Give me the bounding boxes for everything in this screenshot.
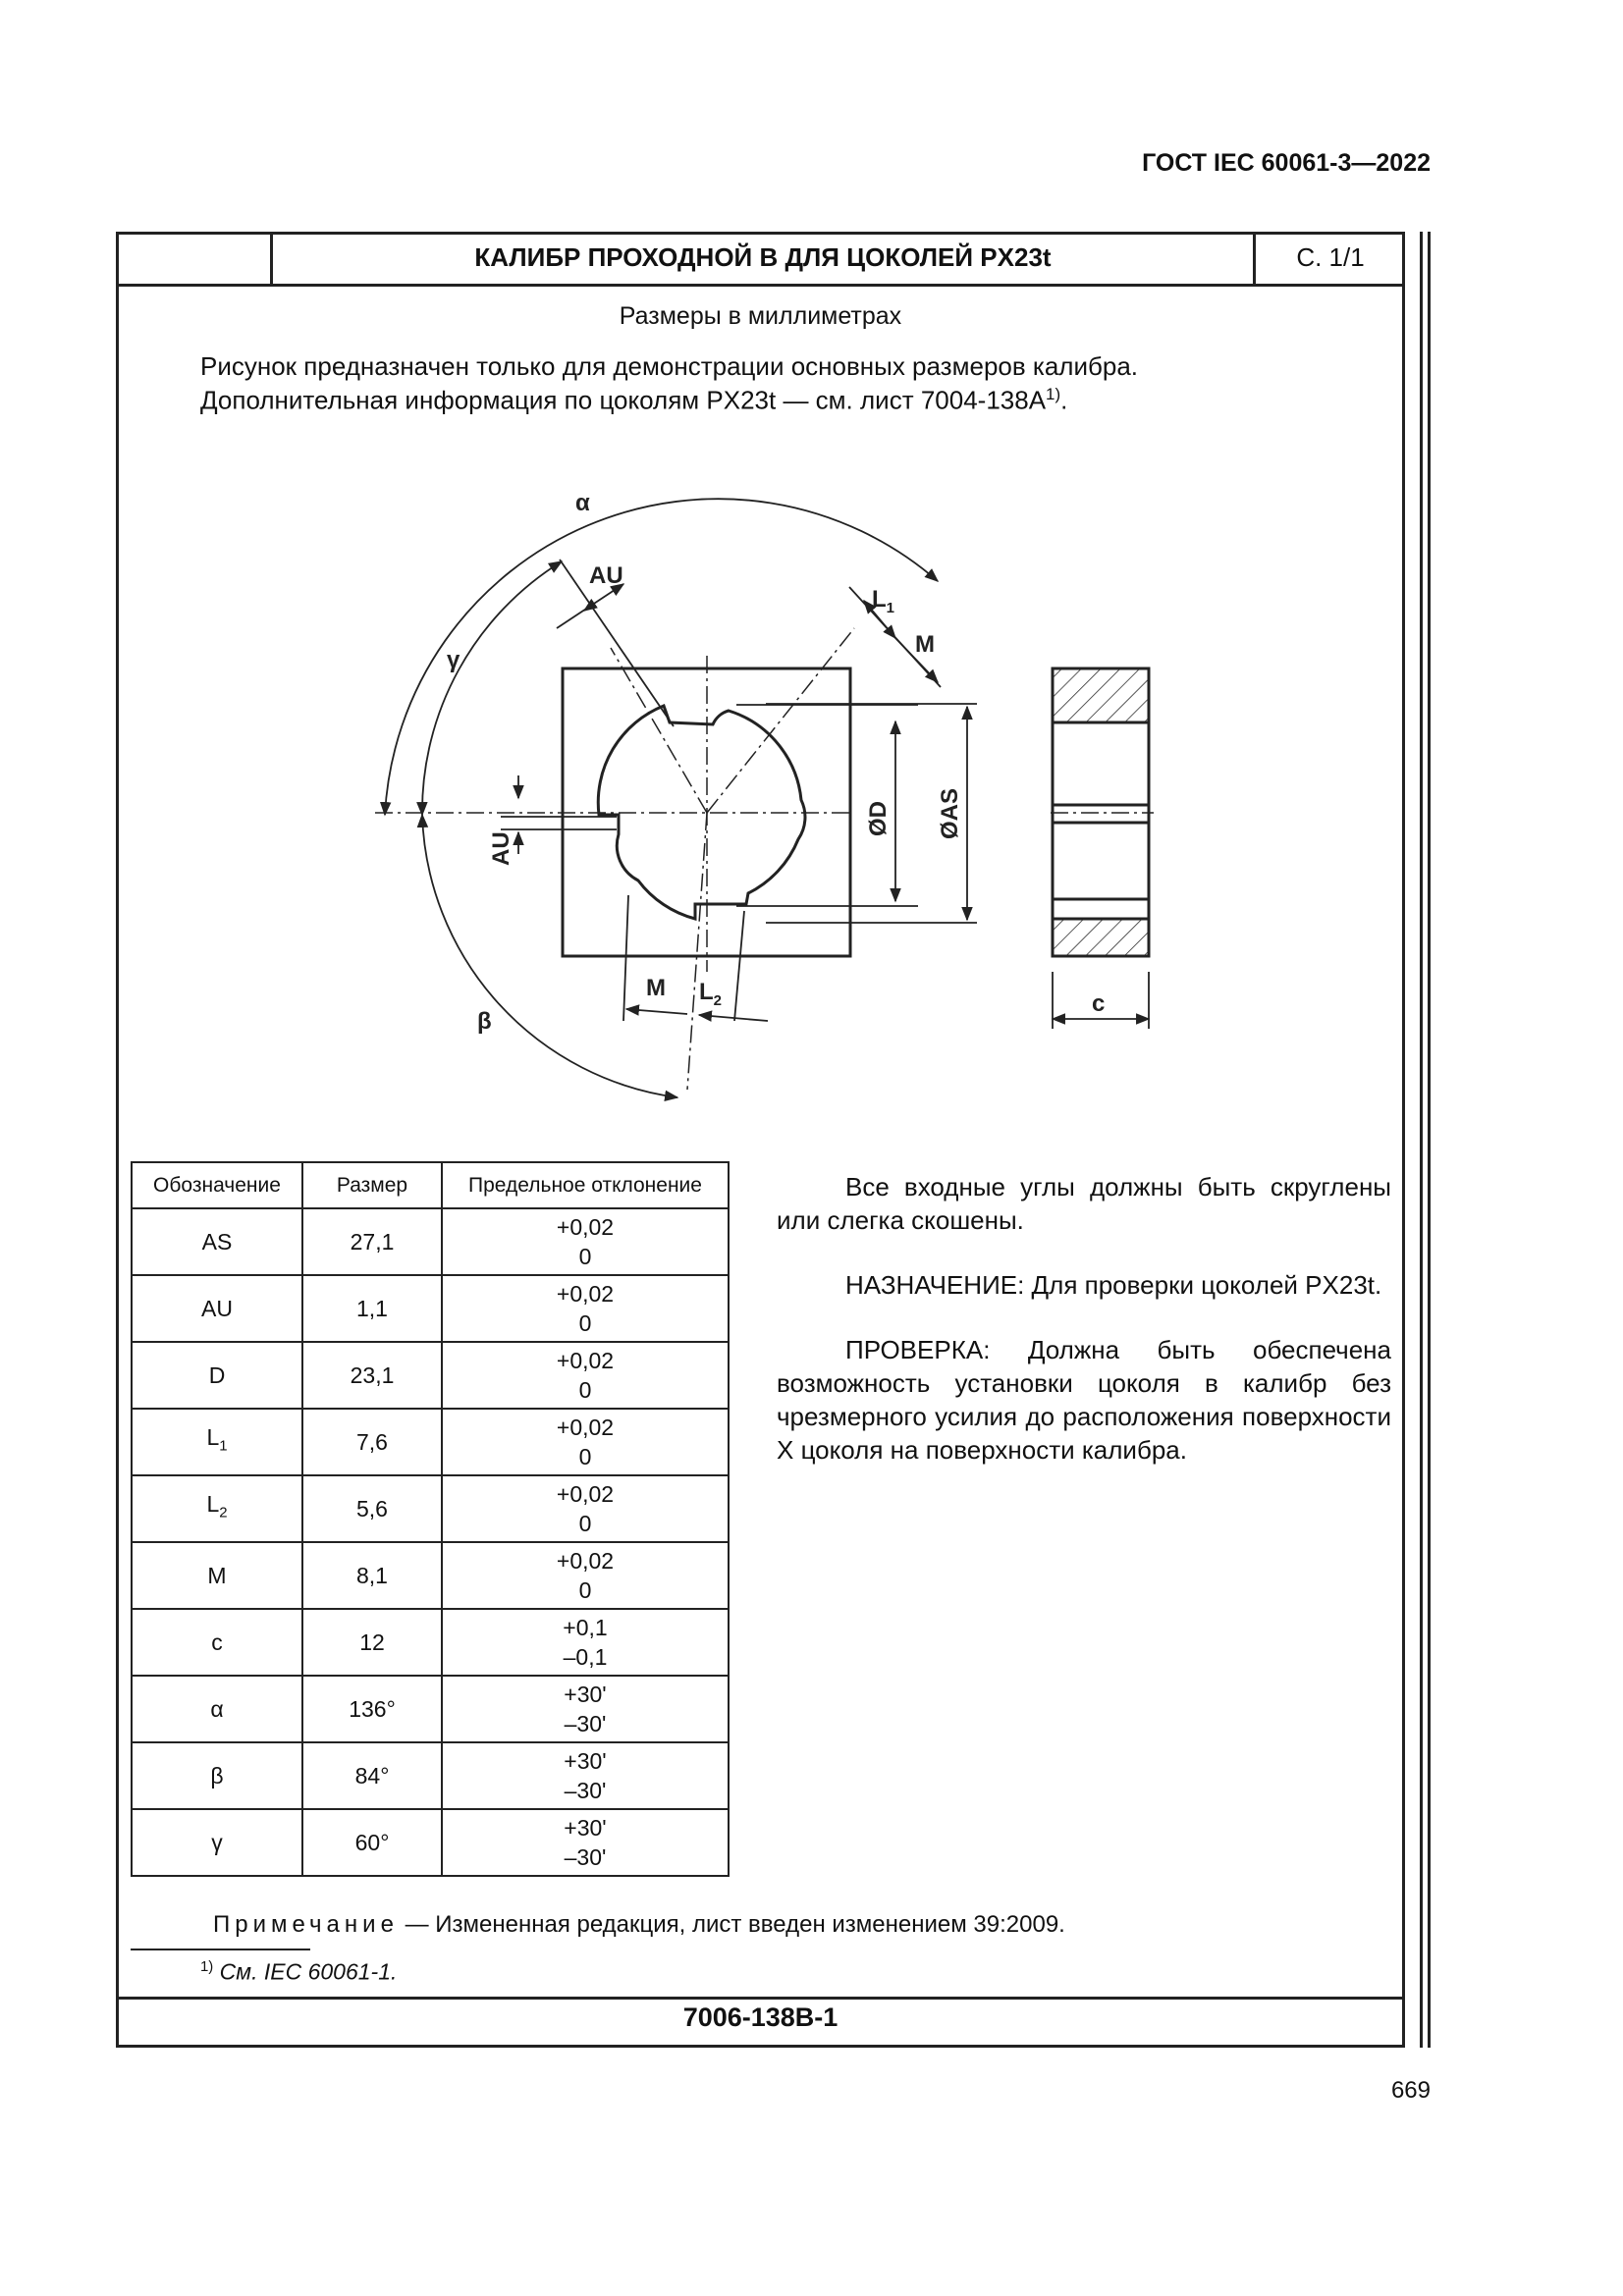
- side-section-middle: [1053, 805, 1149, 823]
- table-row: [132, 1676, 729, 1742]
- cell-size: 1,1: [302, 1275, 442, 1342]
- cell-size: 23,1: [302, 1342, 442, 1409]
- standard-code: ГОСТ IEC 60061-3—2022: [1142, 149, 1431, 177]
- side-section-lower: [1053, 823, 1149, 919]
- cell-size: 27,1: [302, 1208, 442, 1275]
- remark: Примечание — Измененная редакция, лист введен изменением 39:2009.: [213, 1911, 1065, 1938]
- cell-size: 84°: [302, 1742, 442, 1809]
- cell-designation: α: [132, 1676, 302, 1742]
- col-header-size: Размер: [302, 1162, 442, 1208]
- cell-designation: $L_1$: [132, 1409, 302, 1475]
- cell-tolerance: +30' –30': [442, 1742, 729, 1809]
- label-beta: β: [477, 1008, 492, 1035]
- cell-designation: c: [132, 1609, 302, 1676]
- cell-designation: AU: [132, 1275, 302, 1342]
- cell-tolerance: +30' –30': [442, 1809, 729, 1876]
- label-as: ØAS: [937, 787, 963, 839]
- margin-bar: [1420, 232, 1423, 2048]
- sheet-code: 7006-138В-1: [682, 2002, 839, 2032]
- note-purpose: НАЗНАЧЕНИЕ: Для проверки цоколей PX23t.: [845, 1270, 1382, 1300]
- cell-size: 7,6: [302, 1409, 442, 1475]
- label-l2: $L_2$: [699, 979, 723, 1009]
- notes-block: [777, 1170, 1391, 1498]
- table-row: [132, 1742, 729, 1809]
- intro-line-2: Дополнительная информация по цоколям PX23t — см. лист $7004-138А^{1)}$.: [200, 385, 1068, 415]
- table-row: [132, 1475, 729, 1542]
- table-row: [132, 1275, 729, 1342]
- cell-tolerance: +0,02 0: [442, 1542, 729, 1609]
- cell-tolerance: +0,02 0: [442, 1475, 729, 1542]
- label-gamma: γ: [447, 647, 460, 673]
- cell-size: 5,6: [302, 1475, 442, 1542]
- units-caption: Размеры в миллиметрах: [619, 302, 902, 330]
- table-header-row: [132, 1162, 729, 1208]
- cell-size: 136°: [302, 1676, 442, 1742]
- table-row: [132, 1409, 729, 1475]
- label-alpha: α: [575, 490, 590, 516]
- label-m-top: M: [915, 631, 935, 658]
- table-row: [132, 1208, 729, 1275]
- dimension-lines: [385, 499, 1149, 1097]
- col-header-tolerance: Предельное отклонение: [442, 1162, 729, 1208]
- cell-tolerance: +0,02 0: [442, 1342, 729, 1409]
- col-header-designation: Обозначение: [132, 1162, 302, 1208]
- side-hatched-top: [1053, 668, 1149, 722]
- cell-tolerance: +0,02 0: [442, 1409, 729, 1475]
- side-section-upper: [1053, 722, 1149, 805]
- cell-size: 8,1: [302, 1542, 442, 1609]
- label-d: ØD: [865, 801, 892, 836]
- note-corners: Все входные углы должны быть скруглены или слегка скошены.: [777, 1172, 1391, 1235]
- footnote-rule: [131, 1949, 310, 1950]
- cell-designation: D: [132, 1342, 302, 1409]
- page-number: 669: [1390, 2077, 1431, 2104]
- cell-designation: β: [132, 1742, 302, 1809]
- cell-tolerance: +0,1 –0,1: [442, 1609, 729, 1676]
- cell-designation: $L_2$: [132, 1475, 302, 1542]
- label-c: c: [1092, 990, 1106, 1017]
- cell-designation: AS: [132, 1208, 302, 1275]
- cell-tolerance: +0,02 0: [442, 1275, 729, 1342]
- label-l1: $L_1$: [872, 586, 895, 616]
- cell-size: 60°: [302, 1809, 442, 1876]
- footer-divider: [116, 1997, 1405, 2000]
- cell-tolerance: +0,02 0: [442, 1208, 729, 1275]
- cell-tolerance: +30' –30': [442, 1676, 729, 1742]
- gauge-drawing: [353, 471, 1178, 1139]
- cell-designation: M: [132, 1542, 302, 1609]
- side-hatched-bottom: [1053, 919, 1149, 956]
- cell-designation: γ: [132, 1809, 302, 1876]
- cell-size: 12: [302, 1609, 442, 1676]
- table-row: [132, 1809, 729, 1876]
- table-row: [132, 1609, 729, 1676]
- margin-bar: [1428, 232, 1431, 2048]
- footnote: $^{1)}$ См. IEC 60061-1.: [200, 1958, 398, 1985]
- table-row: [132, 1342, 729, 1409]
- note-check: ПРОВЕРКА: Должна быть обеспечена возможность установки цоколя в калибр без чрезмерного усилия до расположения поверхности X цоколя на поверхности калибра.: [777, 1335, 1391, 1465]
- label-au-top: AU: [589, 562, 623, 589]
- label-au-side: AU: [488, 831, 514, 866]
- sheet-title: КАЛИБР ПРОХОДНОЙ В ДЛЯ ЦОКОЛЕЙ PX23t: [474, 242, 1052, 272]
- intro-line-1: Рисунок предназначен только для демонстрации основных размеров калибра.: [200, 351, 1139, 381]
- table-row: [132, 1542, 729, 1609]
- sheet-page: С. 1/1: [1296, 242, 1365, 272]
- dimensions-table: [131, 1161, 730, 1877]
- label-m-bottom: M: [646, 975, 666, 1001]
